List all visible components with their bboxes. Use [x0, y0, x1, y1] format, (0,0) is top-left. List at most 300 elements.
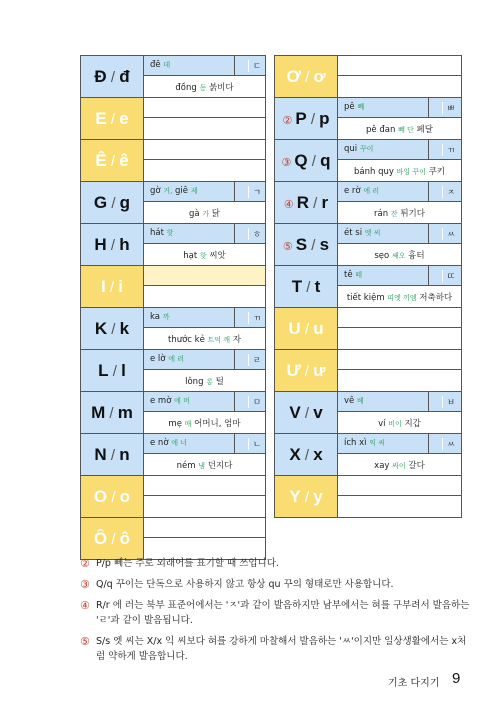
example-pronunciation: 핫 — [199, 251, 207, 260]
empty-cell — [338, 76, 462, 98]
divider — [428, 98, 429, 117]
jamo-text: ㅃ — [446, 104, 456, 114]
divider — [234, 434, 235, 453]
korean-jamo — [442, 186, 459, 198]
letter-row-s — [275, 224, 462, 244]
letter-name-vi: ka — [150, 312, 160, 322]
note-marker: ③ — [281, 156, 292, 169]
uppercase-letter: L — [98, 360, 109, 380]
lowercase-letter: v — [313, 402, 323, 422]
note-marker: ⑤ — [282, 240, 293, 253]
example-meaning: 어머니, 엄마 — [194, 418, 241, 429]
uppercase-letter: V — [289, 402, 301, 422]
lowercase-letter: m — [117, 402, 133, 422]
slash: / — [300, 404, 314, 422]
note-number: ⑤ — [80, 635, 90, 648]
uppercase-letter: I — [101, 276, 106, 296]
empty-cell — [338, 308, 462, 328]
uppercase-letter: S — [295, 234, 308, 254]
letter-name — [344, 228, 381, 238]
note-marker: ④ — [283, 198, 294, 211]
letter-o2 — [81, 518, 144, 560]
note — [80, 598, 470, 628]
letter-name-cell — [144, 182, 266, 202]
letter-name — [150, 354, 184, 364]
letter-name-cell — [338, 434, 462, 454]
letter-x — [275, 434, 338, 476]
letter-name-ko: 에 러 — [168, 355, 184, 363]
korean-jamo — [248, 186, 265, 198]
letter-y — [275, 476, 338, 518]
slash: / — [300, 488, 314, 506]
example-meaning: 자 — [232, 334, 241, 345]
example-word: rán — [374, 208, 389, 219]
uppercase-letter: Y — [289, 486, 301, 506]
korean-jamo — [442, 102, 459, 114]
example-cell — [144, 370, 266, 392]
empty-cell — [144, 518, 266, 538]
example-pronunciation: 잔 — [390, 209, 398, 218]
letter-name-cell — [338, 140, 462, 160]
example-cell — [144, 202, 266, 224]
lowercase-letter: x — [313, 444, 323, 464]
letter-row-o3 — [275, 56, 462, 76]
letter-name-vi: ét si — [344, 228, 363, 238]
letter-row-p — [275, 98, 462, 118]
letter-name — [150, 60, 170, 70]
example-word: ví — [378, 418, 386, 429]
letter-name-cell — [144, 224, 266, 244]
example-word: tiết kiệm — [346, 292, 385, 303]
letter-row-o2 — [81, 518, 266, 538]
slash: / — [300, 68, 314, 86]
letter-v — [275, 392, 338, 434]
lowercase-letter: ơ — [313, 66, 326, 86]
letter-name-cell — [144, 56, 266, 76]
note-marker: ② — [282, 114, 293, 127]
letter-i — [81, 266, 144, 308]
example-meaning: 붉비다 — [208, 82, 234, 93]
letter-row-x — [275, 434, 462, 454]
divider — [428, 224, 429, 243]
letter-row-e — [81, 98, 266, 118]
korean-jamo — [248, 228, 265, 240]
example-meaning: 던지다 — [207, 460, 233, 471]
uppercase-letter: Q — [294, 150, 308, 170]
slash: / — [107, 488, 120, 506]
divider — [234, 182, 235, 201]
lowercase-letter: k — [119, 318, 130, 338]
note-text: Q/q 꾸이는 단독으로 사용하지 않고 항상 qu 꾸의 형태로만 사용합니다. — [96, 579, 394, 590]
slash: / — [108, 362, 122, 380]
letter-d — [81, 56, 144, 98]
empty-cell — [144, 140, 266, 160]
example-cell — [338, 412, 462, 434]
slash: / — [107, 320, 120, 338]
letter-name-vi: qui — [344, 144, 358, 154]
note-text: R/r 에 러는 북부 표준어에서는 'ㅈ'과 같이 발음하지만 남부에서는 혀를 구부려서 발음하는 'ㄹ'과 같이 발음됩니다. — [96, 600, 470, 626]
note-number: ② — [80, 557, 90, 570]
jamo-text: ㄹ — [252, 356, 262, 366]
letter-p — [275, 98, 338, 140]
letter-s — [275, 224, 338, 266]
korean-jamo — [248, 396, 265, 408]
lowercase-letter: ê — [119, 150, 129, 170]
empty-cell — [338, 476, 462, 496]
example-pronunciation: 롱 — [206, 377, 213, 386]
letter-row-r — [275, 182, 462, 202]
example-cell — [144, 328, 266, 350]
letter-name — [150, 312, 169, 322]
letter-name — [150, 228, 173, 238]
letter-name — [344, 144, 373, 154]
korean-jamo — [442, 438, 459, 450]
letter-g — [81, 182, 144, 224]
letter-name — [150, 438, 187, 448]
empty-cell — [144, 286, 266, 308]
lowercase-letter: s — [319, 234, 330, 254]
letter-name-vi: e lờ — [150, 354, 166, 364]
letter-name-vi: pê — [344, 102, 355, 112]
letter-row-d — [81, 56, 266, 76]
empty-cell — [338, 370, 462, 392]
letter-name-vi: hát — [150, 228, 164, 238]
letter-name — [150, 186, 197, 196]
example-word: thước kẻ — [168, 334, 205, 345]
example-word: xay — [374, 460, 390, 471]
example-pronunciation: 뻬 단 — [398, 125, 414, 134]
jamo-text: ㅆ — [446, 230, 456, 240]
lowercase-letter: q — [320, 150, 331, 170]
lowercase-letter: y — [313, 486, 323, 506]
example-pronunciation: 동 — [199, 83, 207, 92]
section-title: 기초 다지기 — [388, 678, 440, 689]
letter-row-m — [81, 392, 266, 412]
slash: / — [300, 320, 314, 338]
letter-l — [81, 350, 144, 392]
jamo-text: ㄷ — [252, 62, 262, 72]
letter-row-k — [81, 308, 266, 328]
note-text: P/p 뻬는 주로 외래어를 표기할 때 쓰입니다. — [96, 558, 279, 569]
jamo-text: ㄸ — [446, 272, 456, 282]
letter-row-n — [81, 434, 266, 454]
lowercase-letter: ư — [313, 360, 326, 380]
lowercase-letter: p — [319, 108, 330, 128]
uppercase-letter: O — [93, 486, 108, 506]
example-meaning: 흉터 — [408, 250, 425, 261]
korean-jamo — [442, 228, 459, 240]
empty-cell — [144, 266, 266, 286]
uppercase-letter: Ô — [93, 528, 108, 548]
lowercase-letter: o — [119, 486, 131, 506]
uppercase-letter: M — [91, 402, 106, 422]
example-meaning: 페달 — [416, 124, 433, 135]
example-pronunciation: 쌔오 — [391, 251, 406, 260]
empty-cell — [338, 496, 462, 518]
korean-jamo — [248, 60, 265, 72]
letter-row-t — [275, 266, 462, 286]
divider — [234, 224, 235, 243]
example-meaning: 털 — [215, 376, 224, 387]
slash: / — [107, 194, 120, 212]
uppercase-letter: Ê — [95, 150, 107, 170]
empty-cell — [144, 98, 266, 118]
empty-cell — [144, 496, 266, 518]
jamo-text: ㅆ — [446, 440, 456, 450]
example-cell — [338, 160, 462, 182]
lowercase-letter: g — [119, 192, 131, 212]
letter-name-cell — [144, 308, 266, 328]
empty-cell — [144, 118, 266, 140]
letter-name — [344, 396, 364, 406]
letter-name-ko: 꾸이 — [359, 145, 374, 153]
example-word: pê đan — [366, 124, 396, 135]
note — [80, 556, 470, 571]
uppercase-letter: P — [295, 108, 307, 128]
uppercase-letter: H — [94, 234, 107, 254]
letter-row-e2 — [81, 140, 266, 160]
letter-name — [344, 102, 364, 112]
empty-cell — [338, 56, 462, 76]
letter-row-y — [275, 476, 462, 496]
notes — [80, 556, 470, 670]
slash: / — [106, 236, 120, 254]
letter-row-u — [275, 308, 462, 328]
lowercase-letter: ô — [119, 528, 131, 548]
korean-jamo — [248, 354, 265, 366]
slash: / — [307, 152, 321, 170]
letter-name-cell — [338, 182, 462, 202]
empty-cell — [144, 160, 266, 182]
letter-name — [344, 186, 379, 196]
alphabet-table-right — [274, 55, 462, 518]
letter-row-o — [81, 476, 266, 496]
jamo-text: ㅎ — [252, 230, 262, 240]
letter-name-vi: e mờ — [150, 396, 172, 406]
letter-row-i — [81, 266, 266, 286]
korean-jamo — [442, 396, 459, 408]
slash: / — [300, 362, 314, 380]
divider — [428, 140, 429, 159]
letter-u — [275, 308, 338, 350]
letter-m — [81, 392, 144, 434]
example-cell — [338, 118, 462, 140]
slash: / — [307, 236, 320, 254]
lowercase-letter: n — [119, 444, 130, 464]
example-meaning: 튀기다 — [400, 208, 425, 219]
slash: / — [106, 68, 120, 86]
letter-name-cell — [144, 392, 266, 412]
example-cell — [144, 454, 266, 476]
divider — [234, 56, 235, 75]
letter-name-cell — [338, 224, 462, 244]
uppercase-letter: T — [291, 276, 303, 296]
jamo-text: ㄱ — [252, 188, 262, 198]
page-number: 9 — [452, 670, 461, 687]
jamo-text: ㅈ — [446, 188, 456, 198]
jamo-text: ㄴ — [252, 440, 262, 450]
letter-name-ko: 거, — [163, 187, 173, 195]
letter-name-vi: e nờ — [150, 438, 169, 448]
letter-name-vi: gờ — [150, 186, 161, 196]
divider — [428, 266, 429, 285]
lowercase-letter: đ — [119, 66, 130, 86]
uppercase-letter: U — [288, 318, 301, 338]
letter-e — [81, 98, 144, 140]
divider — [234, 350, 235, 369]
letter-name — [150, 396, 190, 406]
example-pronunciation: 트억 깨 — [207, 335, 231, 344]
korean-jamo — [248, 312, 265, 324]
slash: / — [300, 446, 314, 464]
divider — [428, 392, 429, 411]
letter-name-cell — [338, 266, 462, 286]
letter-row-h — [81, 224, 266, 244]
letter-n — [81, 434, 144, 476]
lowercase-letter: r — [321, 192, 329, 212]
example-meaning: 쿠키 — [428, 166, 446, 177]
example-pronunciation: 바잉 꾸이 — [396, 167, 426, 176]
letter-name-cell — [144, 434, 266, 454]
example-pronunciation: 비이 — [388, 419, 402, 428]
example-cell — [338, 244, 462, 266]
example-word: mẹ — [168, 418, 182, 429]
letter-name-ko: 에 너 — [171, 439, 187, 447]
letter-name-ko: 에 러 — [363, 187, 380, 195]
letter-name-cell — [144, 350, 266, 370]
letter-name-cell — [338, 392, 462, 412]
letter-name — [344, 270, 362, 280]
letter-k — [81, 308, 144, 350]
slash: / — [107, 530, 120, 548]
letter-h — [81, 224, 144, 266]
slash: / — [105, 404, 118, 422]
korean-jamo — [248, 438, 265, 450]
letter-name-ko: 데 — [163, 61, 171, 69]
divider — [428, 434, 429, 453]
example-pronunciation: 냄 — [198, 461, 206, 470]
example-word: sẹo — [374, 250, 390, 261]
letter-name-ko: 베 — [356, 397, 364, 405]
lowercase-letter: i — [118, 276, 123, 296]
alphabet-table-left — [80, 55, 266, 560]
uppercase-letter: G — [93, 192, 108, 212]
uppercase-letter: R — [296, 192, 309, 212]
lowercase-letter: t — [314, 276, 321, 296]
example-cell — [144, 244, 266, 266]
example-meaning: 갈다 — [408, 460, 425, 471]
empty-cell — [144, 476, 266, 496]
example-word: lông — [185, 376, 204, 387]
uppercase-letter: N — [94, 444, 107, 464]
uppercase-letter: Đ — [94, 66, 107, 86]
lowercase-letter: e — [119, 108, 129, 128]
note-number: ③ — [80, 578, 90, 591]
example-meaning: 저축하다 — [419, 292, 453, 303]
letter-o — [81, 476, 144, 518]
divider — [234, 392, 235, 411]
lowercase-letter: h — [119, 234, 130, 254]
letter-row-u2 — [275, 350, 462, 370]
uppercase-letter: Ư — [286, 360, 301, 380]
example-meaning: 씨앗 — [209, 250, 226, 261]
letter-name-ko: 엣 씨 — [364, 229, 381, 237]
slash: / — [106, 110, 120, 128]
example-cell — [338, 454, 462, 476]
letter-row-v — [275, 392, 462, 412]
jamo-text: ㅂ — [446, 398, 456, 408]
uppercase-letter: Ơ — [286, 66, 301, 86]
empty-cell — [338, 350, 462, 370]
letter-name-ko: 에 머 — [174, 397, 190, 405]
jamo-text: ㅁ — [252, 398, 262, 408]
divider — [234, 308, 235, 327]
letter-e2 — [81, 140, 144, 182]
example-word: gà — [189, 208, 200, 219]
letter-name-vi: đê — [150, 60, 161, 70]
example-cell — [144, 412, 266, 434]
letter-name-vi: ích xì — [344, 438, 367, 448]
example-cell — [338, 202, 462, 224]
note — [80, 634, 470, 664]
letter-name-cell — [338, 98, 462, 118]
lowercase-letter: u — [313, 318, 324, 338]
example-word: đồng — [175, 82, 197, 93]
slash: / — [309, 194, 322, 212]
letter-name-vi: e rờ — [344, 186, 361, 196]
letter-row-l — [81, 350, 266, 370]
example-pronunciation: 띠엣 끼엠 — [387, 293, 417, 302]
slash: / — [306, 110, 320, 128]
jamo-text: ㄲ — [446, 146, 456, 156]
note-number: ④ — [80, 599, 90, 612]
slash: / — [302, 278, 315, 296]
slash: / — [105, 278, 119, 296]
uppercase-letter: K — [94, 318, 108, 338]
letter-t — [275, 266, 338, 308]
korean-jamo — [442, 144, 459, 156]
slash: / — [106, 152, 120, 170]
letter-name-vi-alt: giê — [175, 186, 189, 196]
letter-name-vi: vê — [344, 396, 355, 406]
letter-u2 — [275, 350, 338, 392]
example-pronunciation: 싸이 — [392, 461, 406, 470]
letter-q — [275, 140, 338, 182]
letter-name-vi: tê — [344, 270, 353, 280]
example-word: ném — [176, 460, 196, 471]
letter-row-q — [275, 140, 462, 160]
example-word: bánh quy — [353, 166, 394, 177]
divider — [428, 182, 429, 201]
letter-row-g — [81, 182, 266, 202]
empty-cell — [338, 328, 462, 350]
example-cell — [338, 286, 462, 308]
note-text: S/s 엣 씨는 X/x 익 씨보다 혀를 강하게 마찰해서 발음하는 'ㅆ'이지만 일상생활에서는 x처럼 약하게 발음합니다. — [96, 636, 467, 662]
example-meaning: 닭 — [211, 208, 220, 219]
letter-name — [344, 438, 385, 448]
lowercase-letter: l — [121, 360, 126, 380]
letter-name-ko: 까 — [162, 313, 170, 321]
example-meaning: 지갑 — [404, 418, 421, 429]
uppercase-letter: X — [289, 444, 301, 464]
letter-name-ko: 익 씨 — [369, 439, 385, 447]
letter-o3 — [275, 56, 338, 98]
korean-jamo — [442, 270, 459, 282]
letter-name-ko: 뻬 — [357, 103, 365, 111]
example-pronunciation: 가 — [202, 209, 210, 218]
uppercase-letter: E — [95, 108, 107, 128]
letter-r — [275, 182, 338, 224]
